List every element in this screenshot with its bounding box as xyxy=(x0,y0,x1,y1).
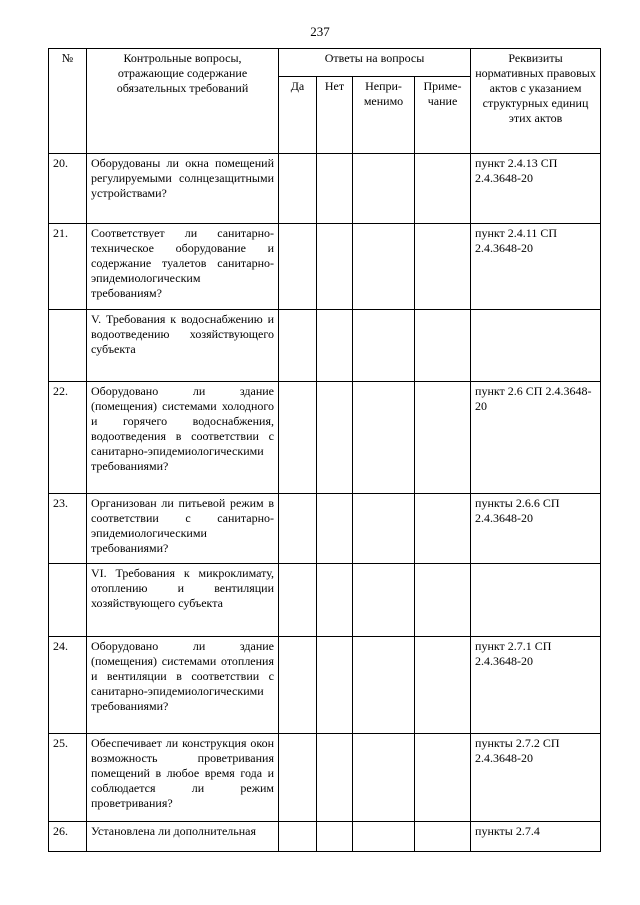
row-number: 20. xyxy=(49,154,87,224)
header-yes: Да xyxy=(279,77,317,154)
answer-na-cell[interactable] xyxy=(353,154,415,224)
answer-no-cell[interactable] xyxy=(317,822,353,852)
answer-no-cell[interactable] xyxy=(317,382,353,494)
answer-no-cell[interactable] xyxy=(317,494,353,564)
answer-yes-cell[interactable] xyxy=(279,382,317,494)
header-not-applicable: Непри-менимо xyxy=(353,77,415,154)
section-row xyxy=(49,564,601,637)
answer-na-cell[interactable] xyxy=(353,494,415,564)
row-requisites: пункты 2.6.6 СП 2.4.3648-20 xyxy=(471,494,601,564)
row-number: 24. xyxy=(49,637,87,734)
header-note: Приме-чание xyxy=(415,77,471,154)
section-title: V. Требования к водоснабжению и водоотведению хозяйствующего субъекта xyxy=(87,310,279,382)
row-question: Оборудованы ли окна помещений регулируемыми солнцезащитными устройствами? xyxy=(87,154,279,224)
table-row xyxy=(49,154,601,224)
row-question: Оборудовано ли здание (помещения) системами отопления и вентиляции в соответствии с санитарно-эпидемиологическими требованиями? xyxy=(87,637,279,734)
row-requisites: пункты 2.7.4 xyxy=(471,822,601,852)
answer-yes-cell[interactable] xyxy=(279,154,317,224)
row-question: Оборудовано ли здание (помещения) системами холодного и горячего водоснабжения, водоотведения в соответствии с санитарно-эпидемиологическими требованиями? xyxy=(87,382,279,494)
header-requisites: Реквизиты нормативных правовых актов с указанием структурных единиц этих актов xyxy=(471,49,601,154)
section-number-cell xyxy=(49,564,87,637)
section-title: VI. Требования к микроклимату, отоплению и вентиляции хозяйствующего субъекта xyxy=(87,564,279,637)
row-requisites: пункт 2.4.13 СП 2.4.3648-20 xyxy=(471,154,601,224)
answer-note-cell[interactable] xyxy=(415,154,471,224)
answer-note-cell[interactable] xyxy=(415,494,471,564)
answer-no-cell[interactable] xyxy=(317,637,353,734)
answer-note-cell[interactable] xyxy=(415,382,471,494)
checklist-table xyxy=(48,48,601,852)
row-question: Установлена ли дополнительная xyxy=(87,822,279,852)
row-number: 21. xyxy=(49,224,87,310)
row-requisites: пункт 2.7.1 СП 2.4.3648-20 xyxy=(471,637,601,734)
answer-na-cell[interactable] xyxy=(353,734,415,822)
row-question: Организован ли питьевой режим в соответствии с санитарно-эпидемиологическими требованиями? xyxy=(87,494,279,564)
answer-na-cell[interactable] xyxy=(353,224,415,310)
answer-yes-cell[interactable] xyxy=(279,637,317,734)
section-row xyxy=(49,310,601,382)
header-answers: Ответы на вопросы xyxy=(279,49,471,77)
table-row xyxy=(49,734,601,822)
answer-na-cell[interactable] xyxy=(353,382,415,494)
table-row xyxy=(49,382,601,494)
answer-note-cell[interactable] xyxy=(415,822,471,852)
row-requisites: пункт 2.6 СП 2.4.3648-20 xyxy=(471,382,601,494)
page-number: 237 xyxy=(310,24,330,39)
row-number: 26. xyxy=(49,822,87,852)
answer-no-cell[interactable] xyxy=(317,734,353,822)
table-row xyxy=(49,822,601,852)
row-question: Обеспечивает ли конструкция окон возможность проветривания помещений в любое время года и соблюдается ли режим проветривания? xyxy=(87,734,279,822)
answer-no-cell[interactable] xyxy=(317,154,353,224)
row-number: 23. xyxy=(49,494,87,564)
header-no: Нет xyxy=(317,77,353,154)
row-requisites: пункты 2.7.2 СП 2.4.3648-20 xyxy=(471,734,601,822)
answer-note-cell[interactable] xyxy=(415,637,471,734)
answer-yes-cell[interactable] xyxy=(279,734,317,822)
header-question: Контрольные вопросы, отражающие содержание обязательных требований xyxy=(87,49,279,154)
answer-yes-cell[interactable] xyxy=(279,822,317,852)
row-number: 25. xyxy=(49,734,87,822)
table-row xyxy=(49,637,601,734)
answer-na-cell[interactable] xyxy=(353,637,415,734)
section-number-cell xyxy=(49,310,87,382)
answer-no-cell[interactable] xyxy=(317,224,353,310)
row-question: Соответствует ли санитарно-техническое оборудование и содержание туалетов санитарно-эпидемиологическим требованиям? xyxy=(87,224,279,310)
answer-na-cell[interactable] xyxy=(353,822,415,852)
answer-note-cell[interactable] xyxy=(415,224,471,310)
table-row xyxy=(49,224,601,310)
row-number: 22. xyxy=(49,382,87,494)
row-requisites: пункт 2.4.11 СП 2.4.3648-20 xyxy=(471,224,601,310)
answer-note-cell[interactable] xyxy=(415,734,471,822)
answer-yes-cell[interactable] xyxy=(279,224,317,310)
header-number: № xyxy=(49,49,87,154)
answer-yes-cell[interactable] xyxy=(279,494,317,564)
table-row xyxy=(49,494,601,564)
